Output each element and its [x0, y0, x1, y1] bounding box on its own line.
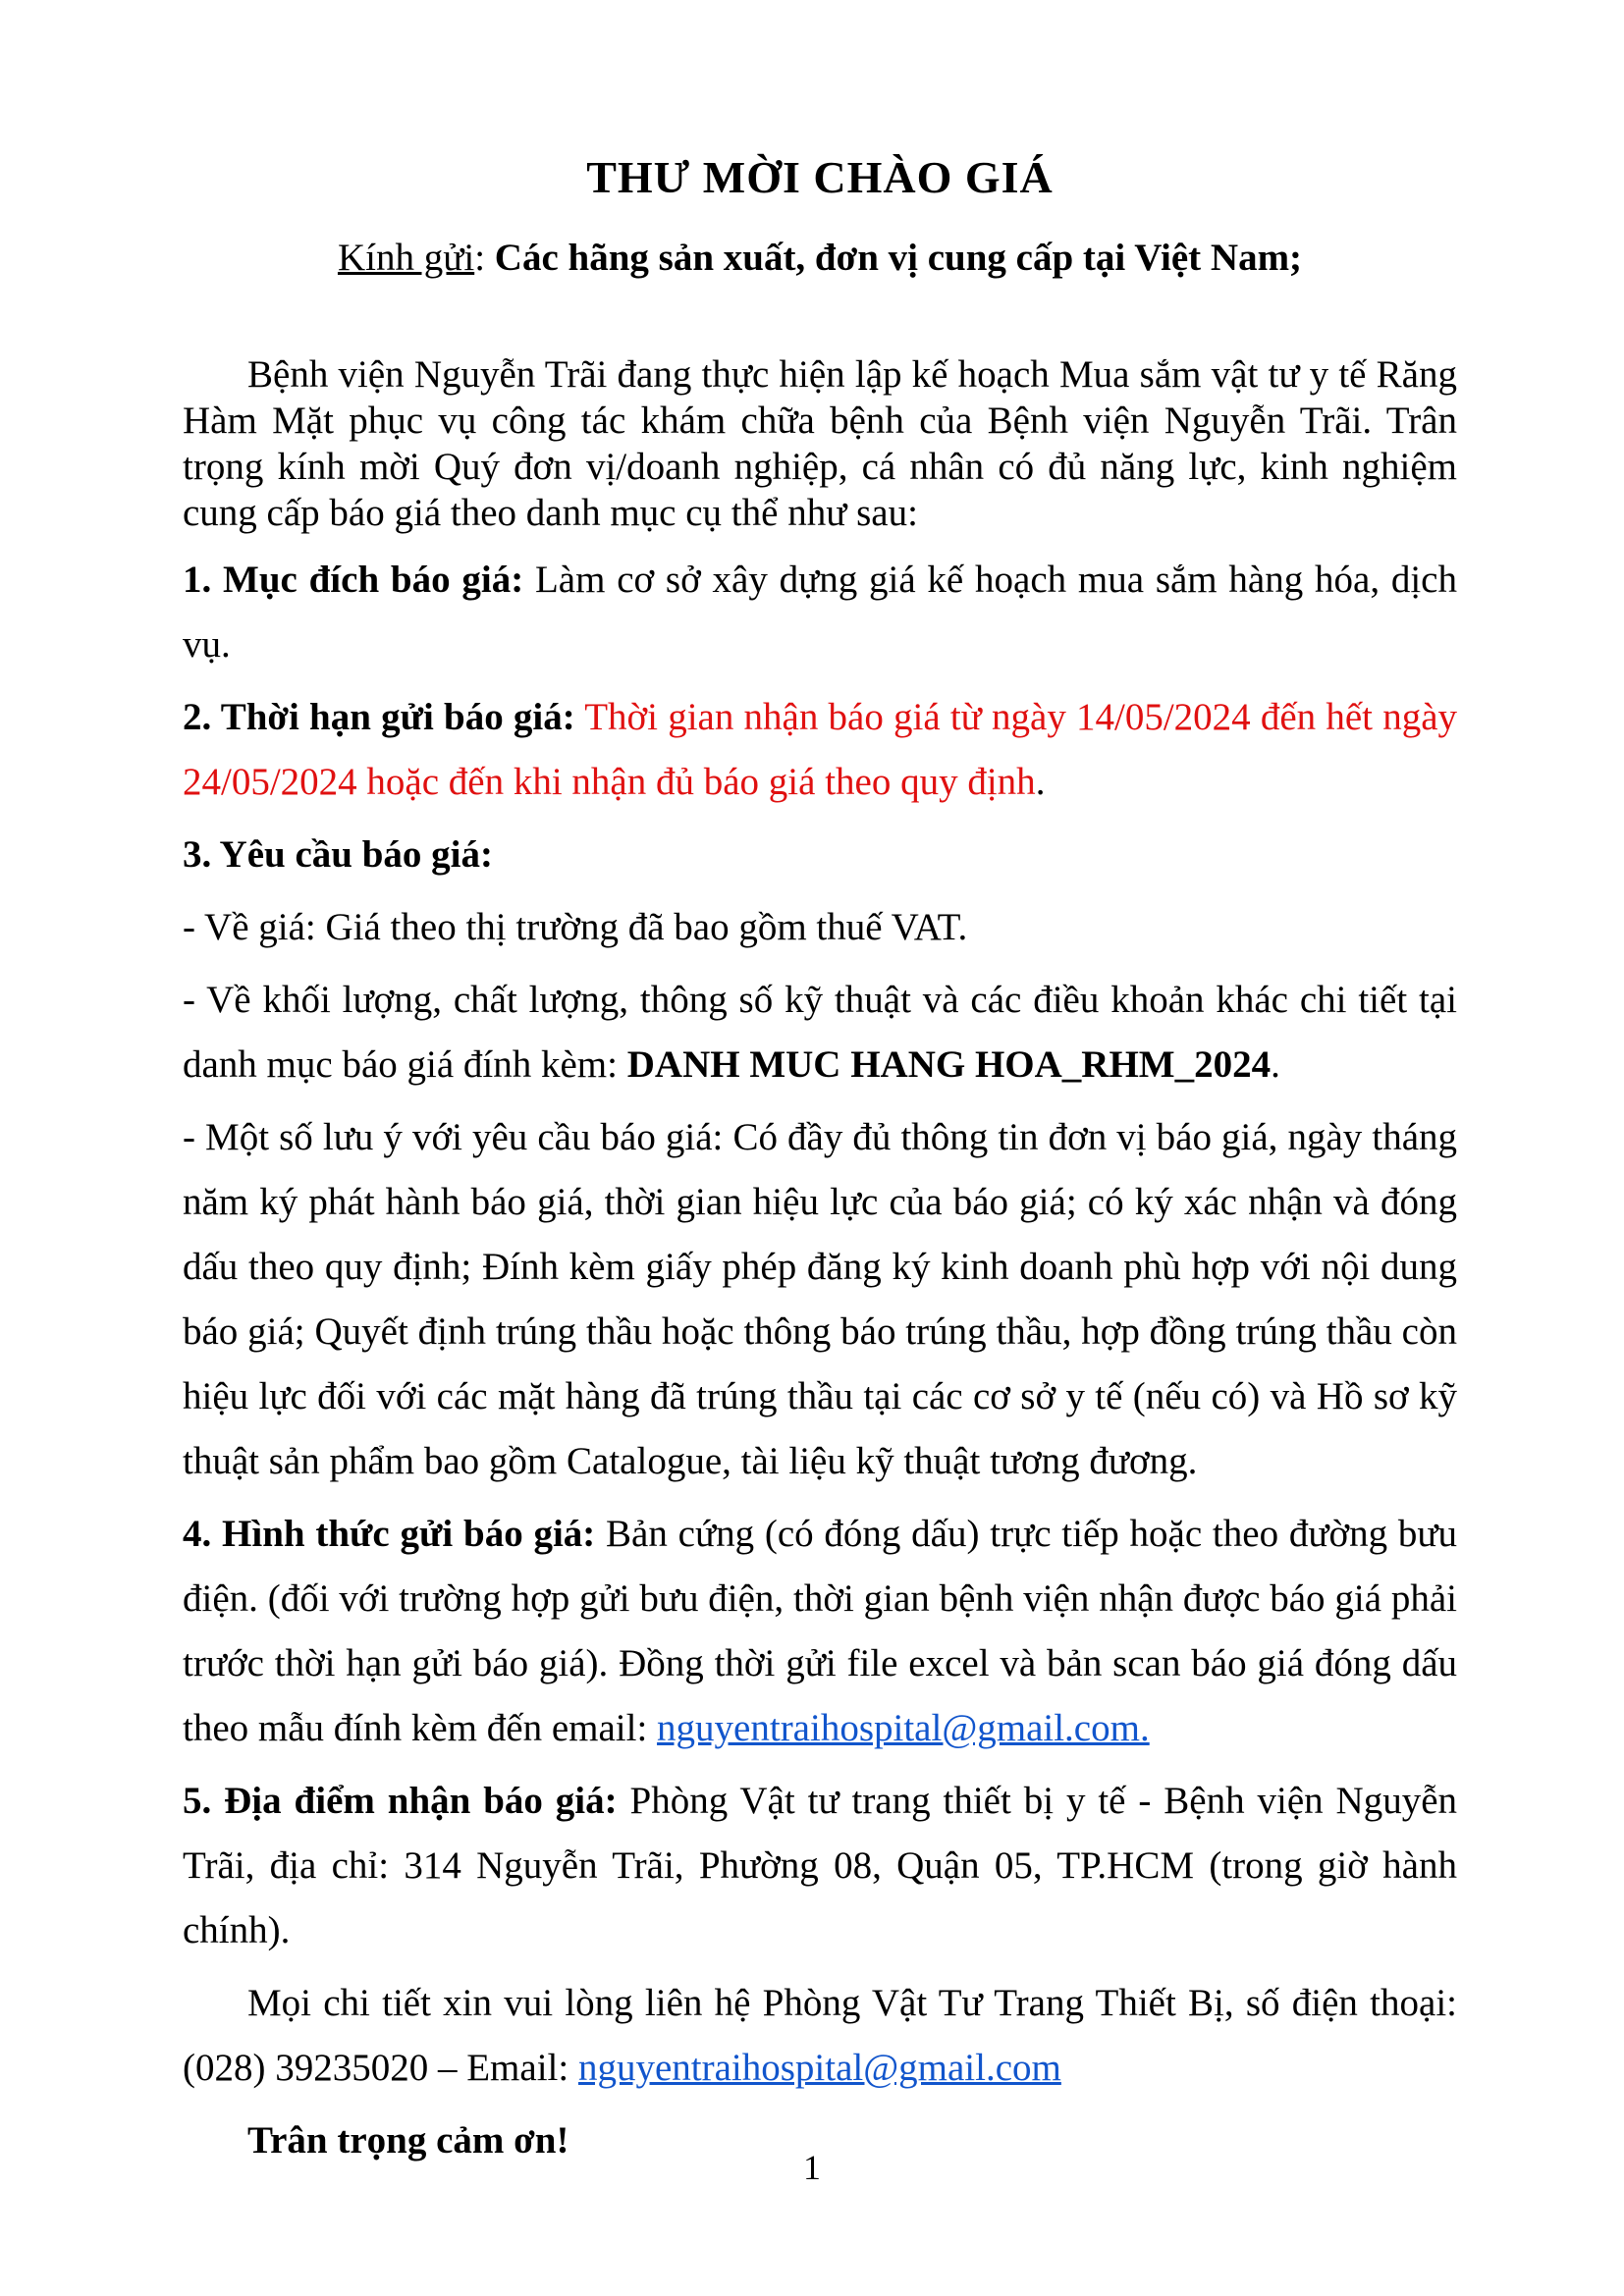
salutation-line	[183, 226, 1457, 291]
section-2-period: .	[1035, 761, 1046, 803]
email-link-contact[interactable]: nguyentraihospital@gmail.com	[577, 2047, 1061, 2089]
salutation-label: Kính gửi	[337, 237, 475, 279]
section-5-body: Phòng Vật tư trang thiết bị y tế - Bệnh viện Nguyễn Trãi, địa chỉ: 314 Nguyễn Trãi, Phường 08, Quận 05, TP.HCM (trong giờ hành chính).	[183, 1780, 1458, 1951]
quantity-bullet	[183, 968, 1457, 1097]
contact-text: Mọi chi tiết xin vui lòng liên hệ Phòng Vật Tư Trang Thiết Bị, số điện thoại: (028) 39235020 – Email:	[183, 1982, 1457, 2089]
section-5-heading: 5. Địa điểm nhận báo giá:	[183, 1780, 618, 1822]
section-2-deadline-text: Thời gian nhận báo giá từ ngày 14/05/2024 đến hết ngày 24/05/2024 hoặc đến khi nhận đủ báo giá theo quy định	[183, 696, 1457, 803]
section-2-deadline	[183, 685, 1457, 815]
section-5-location	[183, 1769, 1457, 1963]
section-1-body: Làm cơ sở xây dựng giá kế hoạch mua sắm hàng hóa, dịch vụ.	[183, 559, 1457, 666]
notes-bullet: - Một số lưu ý với yêu cầu báo giá: Có đầy đủ thông tin đơn vị báo giá, ngày tháng năm ký phát hành báo giá, thời gian hiệu lực của báo giá; có ký xác nhận và đóng dấu theo quy định; Đính kèm giấy phép đăng ký kinh doanh phù hợp với nội dung báo giá; Quyết định trúng thầu hoặc thông báo trúng thầu, hợp đồng trúng thầu còn hiệu lực đối với các mặt hàng đã trúng thầu tại các cơ sở y tế (nếu có) và Hồ sơ kỹ thuật sản phẩm bao gồm Catalogue, tài liệu kỹ thuật tương đương.	[183, 1116, 1457, 1482]
section-4-body: Bản cứng (có đóng dấu) trực tiếp hoặc theo đường bưu điện. (đối với trường hợp gửi bưu điện, thời gian bệnh viện nhận được báo giá phải trước thời hạn gửi báo giá). Đồng thời gửi file excel và bản scan báo giá đóng dấu theo mẫu đính kèm đến email:	[183, 1513, 1457, 1749]
section-2-heading: 2. Thời hạn gửi báo giá:	[183, 696, 575, 738]
section-1-purpose	[183, 548, 1457, 677]
section-4-heading: 4. Hình thức gửi báo giá:	[183, 1513, 596, 1555]
section-3-heading: 3. Yêu cầu báo giá:	[183, 833, 493, 876]
contact-paragraph	[183, 1971, 1457, 2101]
salutation-recipient: Các hãng sản xuất, đơn vị cung cấp tại Việt Nam;	[494, 237, 1303, 279]
page-number: 1	[803, 2148, 821, 2187]
section-4-delivery	[183, 1502, 1457, 1761]
attachment-name: DANH MUC HANG HOA_RHM_2024	[626, 1043, 1272, 1086]
closing-line: Trân trọng cảm ơn!	[247, 2119, 569, 2162]
quantity-bullet-period: .	[1271, 1043, 1280, 1086]
salutation-separator: :	[474, 237, 495, 279]
intro-paragraph: Bệnh viện Nguyễn Trãi đang thực hiện lập kế hoạch Mua sắm vật tư y tế Răng Hàm Mặt phục vụ công tác khám chữa bệnh của Bệnh viện Nguyễn Trãi. Trân trọng kính mời Quý đơn vị/doanh nghiệp, cá nhân có đủ năng lực, kinh nghiệm cung cấp báo giá theo danh mục cụ thể như sau:	[183, 353, 1457, 534]
quantity-bullet-text: - Về khối lượng, chất lượng, thông số kỹ thuật và các điều khoản khác chi tiết tại danh mục báo giá đính kèm:	[183, 979, 1457, 1086]
price-bullet: - Về giá: Giá theo thị trường đã bao gồm thuế VAT.	[183, 906, 968, 948]
section-3-requirements	[183, 823, 1457, 887]
section-1-heading: 1. Mục đích báo giá:	[183, 559, 524, 601]
email-link-delivery[interactable]: nguyentraihospital@gmail.com.	[657, 1707, 1150, 1749]
document-title: THƯ MỜI CHÀO GIÁ	[586, 152, 1054, 202]
